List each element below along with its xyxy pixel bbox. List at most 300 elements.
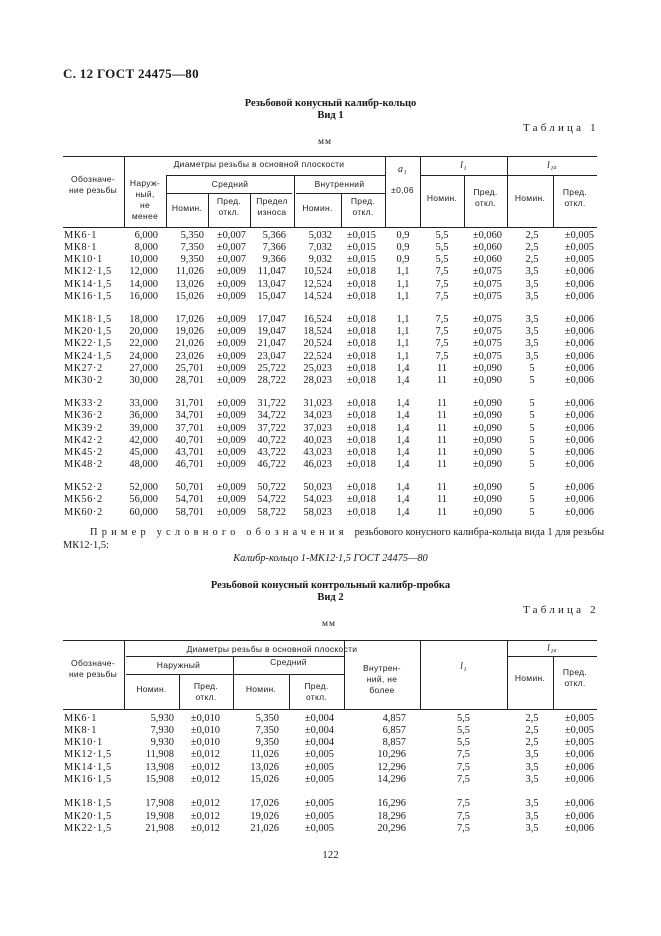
table1-head-outer: Наруж- ный, не менее bbox=[129, 178, 161, 221]
table1-cell-wear: 58,722 bbox=[257, 506, 286, 518]
table1-cell-l1-nom: 5,5 bbox=[435, 230, 449, 241]
table1-cell-in-nom: 31,023 bbox=[303, 398, 332, 410]
table2-cell-mid-tol: ±0,005 bbox=[304, 749, 334, 761]
table1-cell-in-tol: ±0,018 bbox=[346, 446, 376, 458]
table2-cell-designation: МК22·1,5 bbox=[64, 822, 112, 834]
table1-head-in-tol: Пред. откл. bbox=[350, 196, 376, 217]
table1-cell-outer: 33,000 bbox=[129, 398, 158, 410]
table1-cell-wear: 19,047 bbox=[257, 326, 286, 338]
table1-cell-in-nom: 14,524 bbox=[303, 290, 332, 302]
table2-label: Таблица 2 bbox=[523, 604, 599, 616]
table1-cell-l1a-nom: 5 bbox=[529, 374, 535, 386]
table1-head-designation: Обозначе- ние резьбы bbox=[68, 174, 118, 195]
table1-head-l1a: l₁ₐ bbox=[546, 160, 558, 171]
table1-cell-in-nom: 43,023 bbox=[303, 446, 332, 458]
table1-cell-in-tol: ±0,015 bbox=[346, 230, 376, 241]
table2-cell-l1: 5,5 bbox=[457, 725, 470, 737]
table1-cell-l1a-tol: ±0,006 bbox=[564, 314, 594, 326]
table1-cell-wear: 21,047 bbox=[257, 338, 286, 350]
table1-cell-in-nom: 28,023 bbox=[303, 374, 332, 386]
table1-cell-in-nom: 50,023 bbox=[303, 482, 332, 494]
table1-cell-designation: МК36·2 bbox=[64, 410, 103, 422]
table1-cell-in-nom: 34,023 bbox=[303, 410, 332, 422]
table2-cell-out-tol: ±0,010 bbox=[190, 725, 220, 737]
table1-head-mid-tol: Пред. откл. bbox=[216, 196, 242, 217]
table1-head-l1-tol: Пред. откл. bbox=[473, 187, 498, 208]
table2-cell-mid-nom: 15,026 bbox=[250, 773, 279, 785]
table1-cell-l1a-tol: ±0,006 bbox=[564, 290, 594, 302]
table1-cell-l1-tol: ±0,090 bbox=[472, 374, 502, 386]
table2-cell-l1a-tol: ±0,005 bbox=[564, 713, 594, 724]
table1-cell-l1a-tol: ±0,006 bbox=[564, 506, 594, 518]
table1-cell-designation: МК14·1,5 bbox=[64, 278, 112, 290]
table1-cell-a1: 1,1 bbox=[396, 350, 410, 362]
table1-cell-l1a-tol: ±0,006 bbox=[564, 434, 594, 446]
table1-cell-l1-tol: ±0,090 bbox=[472, 506, 502, 518]
table1-cell-a1: 1,4 bbox=[396, 434, 410, 446]
example-designation: Калибр-кольцо 1-МК12·1,5 ГОСТ 24475—80 bbox=[233, 553, 428, 564]
table2-cell-mid-tol: ±0,004 bbox=[304, 725, 334, 737]
table1-cell-l1a-tol: ±0,006 bbox=[564, 338, 594, 350]
table2-cell-mid-nom: 5,350 bbox=[255, 713, 279, 724]
table2-cell-designation: МК12·1,5 bbox=[64, 749, 112, 761]
page-header: С. 12 ГОСТ 24475—80 bbox=[63, 66, 199, 81]
table1-cell-l1a-nom: 2,5 bbox=[525, 242, 539, 254]
table1-cell-in-nom: 5,032 bbox=[308, 230, 332, 241]
table1-head-l1a-tol: Пред. откл. bbox=[562, 187, 588, 208]
table1-cell-l1a-tol: ±0,006 bbox=[564, 458, 594, 470]
table1-head-l1: l₁ bbox=[460, 160, 467, 171]
table1-cell-l1a-nom: 5 bbox=[529, 434, 535, 446]
table1-cell-l1-nom: 7,5 bbox=[435, 266, 449, 278]
table1-cell-mid-tol: ±0,009 bbox=[216, 338, 246, 350]
table1-cell-wear: 11,047 bbox=[257, 266, 286, 278]
table1-cell-l1-tol: ±0,075 bbox=[472, 266, 502, 278]
table2-cell-l1a-tol: ±0,006 bbox=[564, 822, 594, 834]
table2-head-mid-tol: Пред. откл. bbox=[304, 681, 329, 702]
table1-cell-mid-tol: ±0,009 bbox=[216, 398, 246, 410]
table1-cell-l1-tol: ±0,090 bbox=[472, 446, 502, 458]
table1-cell-wear: 40,722 bbox=[257, 434, 286, 446]
table1-cell-mid-tol: ±0,009 bbox=[216, 458, 246, 470]
table1-cell-outer: 42,000 bbox=[129, 434, 158, 446]
section2-title: Резьбовой конусный контрольный калибр-пробка bbox=[210, 580, 451, 591]
table1-cell-in-tol: ±0,018 bbox=[346, 434, 376, 446]
table1-cell-l1a-nom: 3,5 bbox=[525, 278, 539, 290]
table2-cell-l1: 7,5 bbox=[457, 761, 470, 773]
table1-cell-mid-tol: ±0,009 bbox=[216, 326, 246, 338]
table1-cell-l1-nom: 11 bbox=[436, 410, 447, 422]
table1-cell-wear: 46,722 bbox=[257, 458, 286, 470]
table1-cell-l1-nom: 11 bbox=[436, 494, 447, 506]
table1-cell-in-tol: ±0,018 bbox=[346, 314, 376, 326]
table1-head-l1-nom: Номин. bbox=[426, 193, 458, 203]
table2-cell-designation: МК8·1 bbox=[64, 725, 98, 737]
table2-cell-l1: 5,5 bbox=[457, 737, 470, 749]
table1-cell-l1a-tol: ±0,005 bbox=[564, 230, 594, 241]
table1-cell-l1-nom: 7,5 bbox=[435, 278, 449, 290]
table1-cell-wear: 7,366 bbox=[262, 242, 286, 254]
table1-cell-l1a-nom: 5 bbox=[529, 482, 535, 494]
table1-cell-mid-tol: ±0,009 bbox=[216, 494, 246, 506]
table2-cell-l1: 7,5 bbox=[457, 749, 470, 761]
table1-cell-in-tol: ±0,018 bbox=[346, 290, 376, 302]
table1-cell-l1a-nom: 2,5 bbox=[525, 254, 539, 266]
table1-cell-l1-tol: ±0,090 bbox=[472, 482, 502, 494]
table2-cell-designation: МК14·1,5 bbox=[64, 761, 112, 773]
table1-cell-mid-nom: 11,026 bbox=[175, 266, 204, 278]
table1-cell-in-tol: ±0,018 bbox=[346, 326, 376, 338]
table2-cell-designation: МК10·1 bbox=[64, 737, 103, 749]
table2-cell-l1a-tol: ±0,006 bbox=[564, 749, 594, 761]
table1-cell-mid-nom: 28,701 bbox=[175, 374, 204, 386]
table1-cell-mid-nom: 17,026 bbox=[175, 314, 204, 326]
table1-cell-mid-nom: 13,026 bbox=[175, 278, 204, 290]
table2-cell-out-tol: ±0,012 bbox=[190, 749, 220, 761]
table1-cell-wear: 54,722 bbox=[257, 494, 286, 506]
table2-units: мм bbox=[322, 619, 337, 629]
table1-cell-wear: 23,047 bbox=[257, 350, 286, 362]
table1-cell-wear: 37,722 bbox=[257, 422, 286, 434]
table2-cell-inner: 8,857 bbox=[382, 737, 406, 749]
table2-cell-designation: МК16·1,5 bbox=[64, 773, 112, 785]
table1-cell-l1-nom: 11 bbox=[436, 362, 447, 374]
table1-cell-a1: 1,4 bbox=[396, 458, 410, 470]
table2-head-out-tol: Пред. откл. bbox=[193, 681, 219, 702]
table1-units: мм bbox=[318, 137, 333, 147]
table1-cell-wear: 31,722 bbox=[257, 398, 286, 410]
table2-cell-mid-tol: ±0,004 bbox=[304, 737, 334, 749]
table2-cell-l1a-nom: 3,5 bbox=[525, 749, 539, 761]
table1-cell-l1-tol: ±0,060 bbox=[472, 254, 502, 266]
table1-head-l1a-nom: Номин. bbox=[514, 193, 546, 203]
table1-cell-l1a-nom: 5 bbox=[529, 410, 535, 422]
table2-cell-l1: 7,5 bbox=[457, 810, 470, 822]
table2-cell-designation: МК20·1,5 bbox=[64, 810, 112, 822]
table1-cell-designation: МК16·1,5 bbox=[64, 290, 112, 302]
table1-cell-outer: 14,000 bbox=[129, 278, 158, 290]
table1-cell-in-tol: ±0,018 bbox=[346, 506, 376, 518]
table1-head-a1-tol: ±0,06 bbox=[391, 185, 414, 195]
table2-head-out-nom: Номин. bbox=[136, 684, 167, 694]
table2-cell-mid-nom: 17,026 bbox=[250, 798, 279, 810]
table1-cell-outer: 22,000 bbox=[129, 338, 158, 350]
table2-cell-out-nom: 13,908 bbox=[145, 761, 174, 773]
table1-cell-in-nom: 22,524 bbox=[303, 350, 332, 362]
table1-cell-in-nom: 7,032 bbox=[308, 242, 332, 254]
table2-cell-mid-nom: 13,026 bbox=[250, 761, 279, 773]
table1-cell-mid-nom: 37,701 bbox=[175, 422, 204, 434]
table1-cell-l1-nom: 5,5 bbox=[435, 242, 449, 254]
table1-cell-outer: 20,000 bbox=[129, 326, 158, 338]
table1-cell-mid-nom: 46,701 bbox=[175, 458, 204, 470]
table1-cell-l1-nom: 11 bbox=[436, 434, 447, 446]
table1-cell-l1a-tol: ±0,006 bbox=[564, 326, 594, 338]
table2-head-middle: Средний bbox=[270, 657, 307, 667]
table1-cell-outer: 60,000 bbox=[129, 506, 158, 518]
table1-cell-outer: 10,000 bbox=[129, 254, 158, 266]
table1-cell-mid-nom: 58,701 bbox=[175, 506, 204, 518]
table2-cell-out-nom: 7,930 bbox=[150, 725, 174, 737]
table1-cell-designation: МК8·1 bbox=[64, 242, 98, 254]
table1-head-middle: Средний bbox=[211, 179, 249, 189]
table1-cell-l1-nom: 11 bbox=[436, 374, 447, 386]
table1-cell-in-tol: ±0,018 bbox=[346, 350, 376, 362]
table1-cell-mid-nom: 25,701 bbox=[175, 362, 204, 374]
table2-cell-l1a-tol: ±0,006 bbox=[564, 773, 594, 785]
example-thread: МК12·1,5: bbox=[63, 540, 109, 551]
table2-cell-designation: МК18·1,5 bbox=[64, 798, 112, 810]
table1-cell-mid-nom: 7,350 bbox=[180, 242, 204, 254]
table2-cell-out-nom: 9,930 bbox=[150, 737, 174, 749]
table1-cell-outer: 6,000 bbox=[134, 230, 158, 241]
table2-head-l1: l₁ bbox=[460, 661, 467, 672]
table1-cell-l1a-tol: ±0,006 bbox=[564, 278, 594, 290]
table1-cell-l1a-nom: 5 bbox=[529, 446, 535, 458]
table2-cell-inner: 16,296 bbox=[377, 798, 406, 810]
table1-cell-mid-tol: ±0,007 bbox=[216, 254, 246, 266]
table1-cell-mid-tol: ±0,009 bbox=[216, 482, 246, 494]
table1-cell-in-nom: 25,023 bbox=[303, 362, 332, 374]
table1-cell-mid-nom: 31,701 bbox=[175, 398, 204, 410]
table1-cell-wear: 25,722 bbox=[257, 362, 286, 374]
table1-cell-l1-tol: ±0,075 bbox=[472, 326, 502, 338]
table1-cell-wear: 17,047 bbox=[257, 314, 286, 326]
table1-cell-designation: МК48·2 bbox=[64, 458, 103, 470]
table2-cell-l1a-nom: 2,5 bbox=[525, 713, 539, 724]
table1-cell-l1a-tol: ±0,006 bbox=[564, 398, 594, 410]
table1-cell-outer: 39,000 bbox=[129, 422, 158, 434]
table1-cell-l1a-nom: 3,5 bbox=[525, 290, 539, 302]
table1-cell-l1a-tol: ±0,006 bbox=[564, 362, 594, 374]
table1-cell-in-tol: ±0,018 bbox=[346, 278, 376, 290]
table1-cell-in-nom: 37,023 bbox=[303, 422, 332, 434]
table2-head-l1a-nom: Номин. bbox=[514, 673, 546, 683]
table1-head-a1: a₁ bbox=[397, 164, 408, 175]
table1-cell-outer: 8,000 bbox=[134, 242, 158, 254]
table2-cell-mid-nom: 7,350 bbox=[255, 725, 279, 737]
table1-cell-mid-tol: ±0,007 bbox=[216, 230, 246, 241]
table2-cell-out-nom: 17,908 bbox=[145, 798, 174, 810]
table1-cell-designation: МК6·1 bbox=[64, 230, 98, 241]
table1-cell-in-tol: ±0,018 bbox=[346, 458, 376, 470]
table2-cell-out-tol: ±0,012 bbox=[190, 773, 220, 785]
table1-cell-a1: 1,4 bbox=[396, 494, 410, 506]
table1-head-inner: Внутренний bbox=[314, 179, 365, 189]
table1-cell-a1: 1,4 bbox=[396, 410, 410, 422]
table1-cell-mid-nom: 19,026 bbox=[175, 326, 204, 338]
table2-cell-out-nom: 11,908 bbox=[145, 749, 174, 761]
table1-cell-mid-tol: ±0,009 bbox=[216, 374, 246, 386]
table1-cell-in-nom: 10,524 bbox=[303, 266, 332, 278]
table1-cell-in-tol: ±0,018 bbox=[346, 494, 376, 506]
table1-cell-outer: 16,000 bbox=[129, 290, 158, 302]
table1-cell-a1: 1,4 bbox=[396, 422, 410, 434]
table1-cell-designation: МК22·1,5 bbox=[64, 338, 112, 350]
table1-cell-mid-tol: ±0,009 bbox=[216, 506, 246, 518]
table1-cell-outer: 52,000 bbox=[129, 482, 158, 494]
table1-cell-l1-tol: ±0,090 bbox=[472, 398, 502, 410]
table1-head-wear: Предел износа bbox=[256, 196, 288, 217]
table1-cell-in-tol: ±0,018 bbox=[346, 410, 376, 422]
table1-cell-wear: 34,722 bbox=[257, 410, 286, 422]
table1-cell-a1: 1,1 bbox=[396, 326, 410, 338]
table1-cell-mid-nom: 21,026 bbox=[175, 338, 204, 350]
table1-cell-mid-tol: ±0,009 bbox=[216, 434, 246, 446]
table1-cell-l1-nom: 7,5 bbox=[435, 326, 449, 338]
table1-cell-mid-tol: ±0,009 bbox=[216, 422, 246, 434]
table1-cell-designation: МК56·2 bbox=[64, 494, 103, 506]
table1-cell-l1-nom: 7,5 bbox=[435, 314, 449, 326]
table2-cell-l1a-nom: 2,5 bbox=[525, 725, 539, 737]
table1-cell-in-nom: 12,524 bbox=[303, 278, 332, 290]
table1-cell-outer: 56,000 bbox=[129, 494, 158, 506]
table1-cell-l1-nom: 11 bbox=[436, 422, 447, 434]
table1-cell-l1-tol: ±0,060 bbox=[472, 230, 502, 241]
table2-cell-mid-nom: 19,026 bbox=[250, 810, 279, 822]
table2-cell-l1a-tol: ±0,005 bbox=[564, 737, 594, 749]
table1-cell-mid-nom: 34,701 bbox=[175, 410, 204, 422]
table1-cell-in-tol: ±0,018 bbox=[346, 422, 376, 434]
table1-cell-outer: 24,000 bbox=[129, 350, 158, 362]
table1-cell-l1a-tol: ±0,006 bbox=[564, 350, 594, 362]
table1-cell-in-tol: ±0,018 bbox=[346, 398, 376, 410]
table2-cell-mid-tol: ±0,005 bbox=[304, 773, 334, 785]
table2-cell-out-nom: 19,908 bbox=[145, 810, 174, 822]
table1-cell-mid-nom: 43,701 bbox=[175, 446, 204, 458]
table2-cell-l1a-tol: ±0,005 bbox=[564, 725, 594, 737]
table2-cell-inner: 14,296 bbox=[377, 773, 406, 785]
table1-cell-mid-nom: 23,026 bbox=[175, 350, 204, 362]
table1-cell-l1-tol: ±0,090 bbox=[472, 494, 502, 506]
table1-cell-l1a-tol: ±0,005 bbox=[564, 242, 594, 254]
table1-cell-l1-tol: ±0,090 bbox=[472, 362, 502, 374]
table2-head-mid-nom: Номин. bbox=[245, 684, 277, 694]
table1-cell-l1a-nom: 5 bbox=[529, 494, 535, 506]
table1-cell-a1: 1,4 bbox=[396, 506, 410, 518]
table1-cell-designation: МК10·1 bbox=[64, 254, 103, 266]
table1-cell-designation: МК24·1,5 bbox=[64, 350, 112, 362]
table1-cell-outer: 27,000 bbox=[129, 362, 158, 374]
table1-cell-in-tol: ±0,018 bbox=[346, 362, 376, 374]
table2-cell-l1a-tol: ±0,006 bbox=[564, 761, 594, 773]
table1-cell-l1-nom: 11 bbox=[436, 482, 447, 494]
table1-cell-l1-tol: ±0,090 bbox=[472, 458, 502, 470]
table2-cell-out-tol: ±0,012 bbox=[190, 810, 220, 822]
table1-cell-mid-tol: ±0,009 bbox=[216, 278, 246, 290]
table1-cell-l1a-tol: ±0,006 bbox=[564, 422, 594, 434]
table1-cell-designation: МК20·1,5 bbox=[64, 326, 112, 338]
table1-cell-designation: МК60·2 bbox=[64, 506, 103, 518]
table1-label: Таблица 1 bbox=[523, 122, 599, 134]
table1-cell-mid-tol: ±0,009 bbox=[216, 410, 246, 422]
table2-head-l1a: l₁ₐ bbox=[546, 643, 558, 654]
table2-cell-mid-tol: ±0,005 bbox=[304, 810, 334, 822]
table1-cell-l1a-tol: ±0,006 bbox=[564, 266, 594, 278]
table1-cell-a1: 1,1 bbox=[396, 338, 410, 350]
table1-cell-l1-nom: 7,5 bbox=[435, 338, 449, 350]
table1-cell-l1a-tol: ±0,006 bbox=[564, 410, 594, 422]
table2-head-outer: Наружный bbox=[156, 660, 201, 670]
table1-cell-designation: МК45·2 bbox=[64, 446, 103, 458]
table2-cell-out-tol: ±0,012 bbox=[190, 822, 220, 834]
table1-cell-outer: 18,000 bbox=[129, 314, 158, 326]
table1-head-mid-nom: Номин. bbox=[171, 203, 203, 213]
table1-cell-l1-tol: ±0,060 bbox=[472, 242, 502, 254]
table2-cell-l1a-tol: ±0,006 bbox=[564, 810, 594, 822]
table1-cell-in-nom: 16,524 bbox=[303, 314, 332, 326]
table1-cell-designation: МК42·2 bbox=[64, 434, 103, 446]
table2-cell-designation: МК6·1 bbox=[64, 713, 98, 724]
table1-cell-l1-nom: 11 bbox=[436, 398, 447, 410]
table2-cell-inner: 4,857 bbox=[382, 713, 406, 724]
table1-cell-l1a-nom: 5 bbox=[529, 458, 535, 470]
table1-cell-mid-nom: 15,026 bbox=[175, 290, 204, 302]
section1-title: Резьбовой конусный калибр-кольцо bbox=[244, 98, 417, 109]
table1-cell-in-tol: ±0,018 bbox=[346, 338, 376, 350]
table2-cell-l1a-nom: 3,5 bbox=[525, 798, 539, 810]
table1-cell-in-nom: 18,524 bbox=[303, 326, 332, 338]
table1-cell-wear: 43,722 bbox=[257, 446, 286, 458]
table1-cell-wear: 50,722 bbox=[257, 482, 286, 494]
table1-cell-l1-tol: ±0,090 bbox=[472, 422, 502, 434]
table1-cell-designation: МК18·1,5 bbox=[64, 314, 112, 326]
table2-cell-l1: 5,5 bbox=[457, 713, 470, 724]
table2-cell-l1a-nom: 3,5 bbox=[525, 822, 539, 834]
table1-cell-mid-tol: ±0,009 bbox=[216, 314, 246, 326]
table1-cell-l1a-nom: 5 bbox=[529, 506, 535, 518]
table1-cell-a1: 1,1 bbox=[396, 290, 410, 302]
table1-cell-in-tol: ±0,018 bbox=[346, 266, 376, 278]
table1-cell-in-nom: 54,023 bbox=[303, 494, 332, 506]
table2-head-l1a-tol: Пред. откл. bbox=[562, 667, 588, 688]
table1-cell-mid-tol: ±0,009 bbox=[216, 446, 246, 458]
table2-cell-inner: 6,857 bbox=[382, 725, 406, 737]
table1-cell-designation: МК30·2 bbox=[64, 374, 103, 386]
table1-cell-a1: 0,9 bbox=[396, 242, 410, 254]
table2-cell-mid-nom: 11,026 bbox=[250, 749, 279, 761]
table1-cell-wear: 13,047 bbox=[257, 278, 286, 290]
table1-cell-outer: 12,000 bbox=[129, 266, 158, 278]
table1-cell-a1: 1,4 bbox=[396, 374, 410, 386]
table1-cell-a1: 0,9 bbox=[396, 254, 410, 266]
table1-cell-mid-nom: 9,350 bbox=[180, 254, 204, 266]
table2-cell-inner: 18,296 bbox=[377, 810, 406, 822]
table2-head-designation: Обозначе- ние резьбы bbox=[68, 658, 118, 679]
table1-cell-wear: 9,366 bbox=[262, 254, 286, 266]
table1-cell-l1-tol: ±0,075 bbox=[472, 338, 502, 350]
table2-cell-out-tol: ±0,010 bbox=[190, 737, 220, 749]
table1-cell-l1a-nom: 3,5 bbox=[525, 266, 539, 278]
table1-cell-mid-tol: ±0,009 bbox=[216, 350, 246, 362]
table1-cell-wear: 5,366 bbox=[262, 230, 286, 241]
table2-cell-mid-nom: 9,350 bbox=[255, 737, 279, 749]
table1-cell-mid-tol: ±0,009 bbox=[216, 266, 246, 278]
table1-cell-a1: 1,1 bbox=[396, 278, 410, 290]
table1-cell-in-nom: 40,023 bbox=[303, 434, 332, 446]
table2-cell-inner: 10,296 bbox=[377, 749, 406, 761]
table1-cell-a1: 0,9 bbox=[396, 230, 410, 241]
table1-cell-outer: 30,000 bbox=[129, 374, 158, 386]
table1-cell-l1a-nom: 5 bbox=[529, 362, 535, 374]
table1-cell-mid-nom: 50,701 bbox=[175, 482, 204, 494]
table2-cell-out-tol: ±0,012 bbox=[190, 761, 220, 773]
table1-cell-designation: МК33·2 bbox=[64, 398, 103, 410]
table2-cell-l1: 7,5 bbox=[457, 798, 470, 810]
table1-cell-in-nom: 20,524 bbox=[303, 338, 332, 350]
table1-cell-mid-nom: 40,701 bbox=[175, 434, 204, 446]
table1-cell-mid-nom: 54,701 bbox=[175, 494, 204, 506]
